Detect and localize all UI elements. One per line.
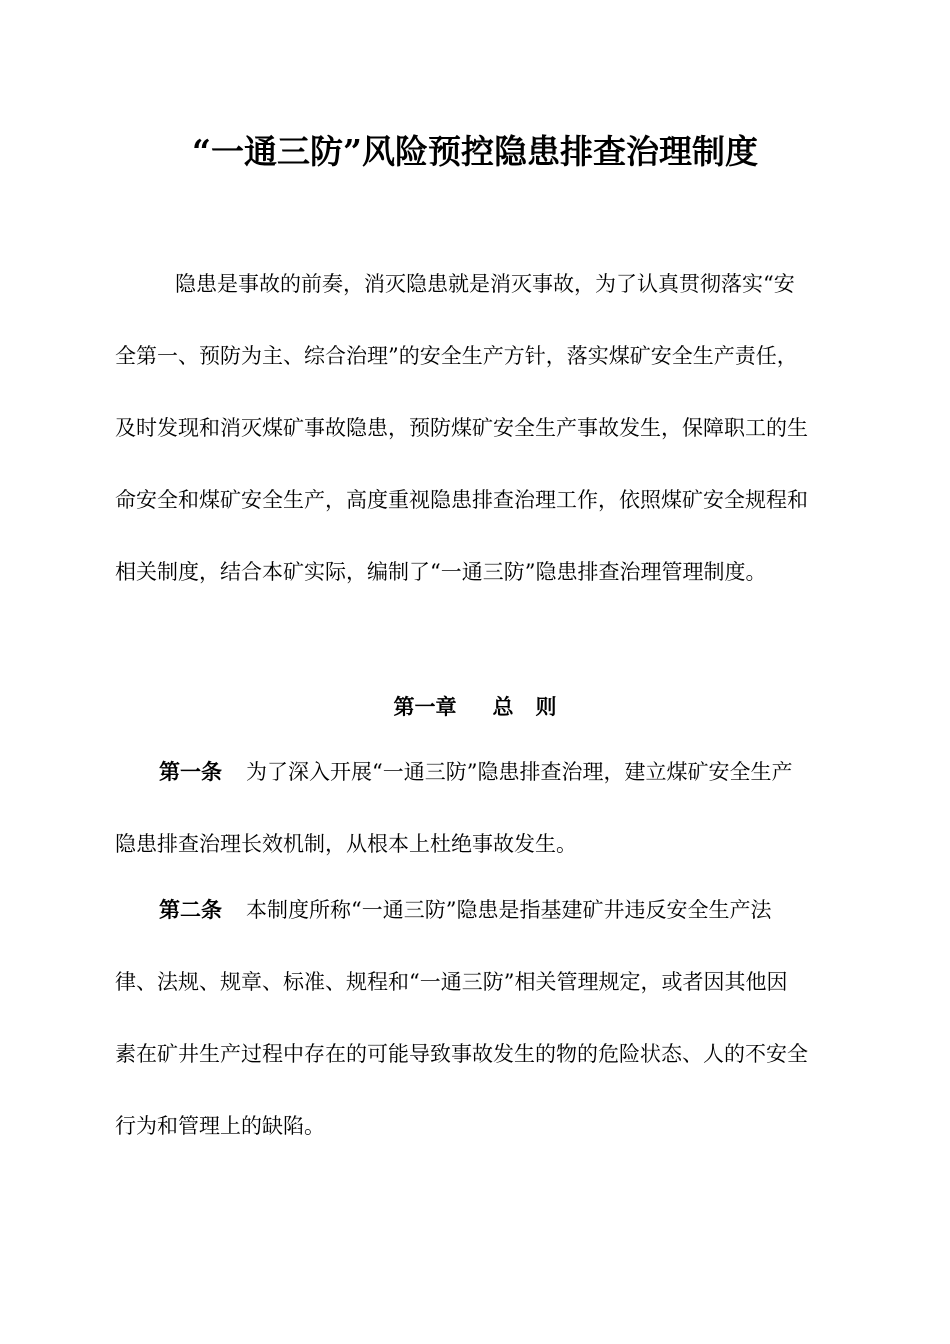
article-line: 素在矿井生产过程中存在的可能导致事故发生的物的危险状态、人的不安全 xyxy=(115,1042,808,1066)
document-title: “一通三防”风险预控隐患排查治理制度 xyxy=(192,132,758,171)
chapter-title-part2: 则 xyxy=(535,694,557,719)
chapter-title-part1: 总 xyxy=(492,694,514,719)
article-line: 隐患排查治理长效机制，从根本上杜绝事故发生。 xyxy=(115,832,577,856)
article-1 xyxy=(115,736,857,880)
chapter-number: 第一章 xyxy=(393,694,457,719)
article-label: 第二条 xyxy=(159,897,222,922)
chapter-heading xyxy=(0,685,950,729)
intro-line: 全第一、预防为主、综合治理”的安全生产方针，落实煤矿安全生产责任， xyxy=(115,344,798,368)
article-line: 行为和管理上的缺陷。 xyxy=(115,1114,325,1138)
article-2 xyxy=(115,874,857,1162)
article-line: 律、法规、规章、标准、规程和“一通三防”相关管理规定，或者因其他因 xyxy=(115,970,788,994)
intro-line: 相关制度，结合本矿实际，编制了“一通三防”隐患排查治理管理制度。 xyxy=(115,560,767,584)
article-text: 本制度所称“一通三防”隐患是指基建矿井违反安全生产法 xyxy=(246,898,772,922)
article-line xyxy=(115,736,857,808)
article-line xyxy=(115,874,857,946)
intro-line: 及时发现和消灭煤矿事故隐患，预防煤矿安全生产事故发生，保障职工的生 xyxy=(115,416,808,440)
article-label: 第一条 xyxy=(159,759,222,784)
intro-line: 命安全和煤矿安全生产，高度重视隐患排查治理工作，依照煤矿安全规程和 xyxy=(115,488,808,512)
article-text: 为了深入开展“一通三防”隐患排查治理，建立煤矿安全生产 xyxy=(246,760,793,784)
intro-line: 隐患是事故的前奏，消灭隐患就是消灭事故，为了认真贯彻落实“安 xyxy=(175,272,795,296)
intro-paragraph xyxy=(115,248,857,608)
